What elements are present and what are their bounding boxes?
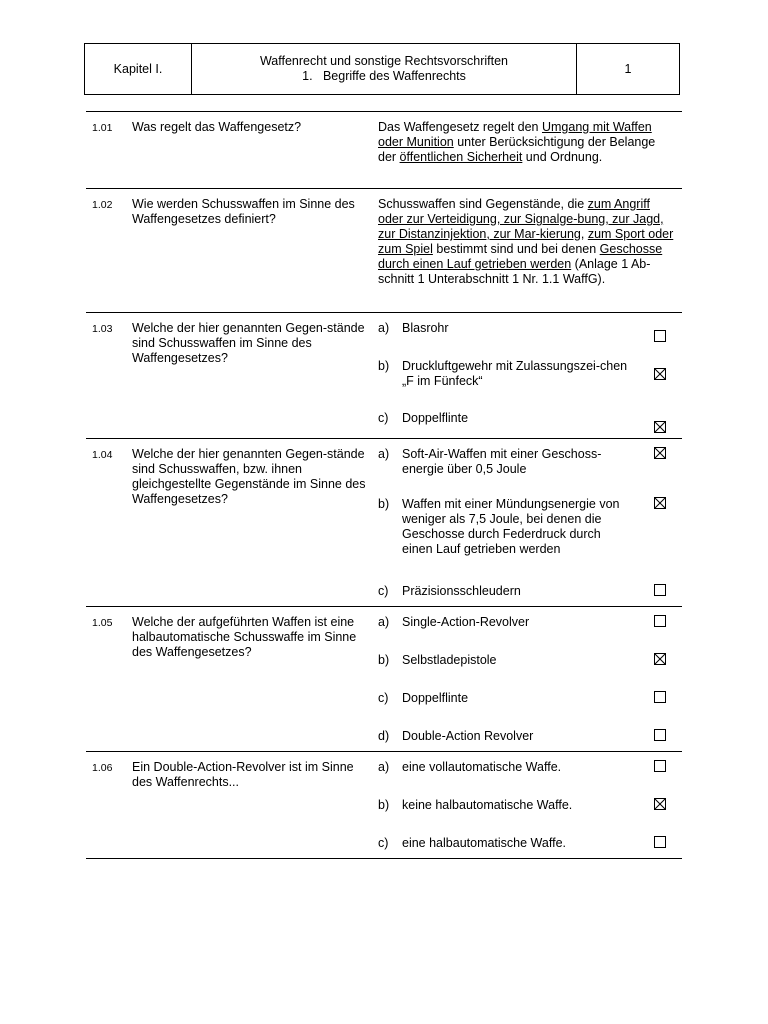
question-text: Wie werden Schusswaffen im Sinne des Waffengesetzes definiert? bbox=[132, 197, 355, 226]
question-number: 1.05 bbox=[92, 617, 113, 629]
question-text: Welche der hier genannten Gegen-stände sind Schusswaffen im Sinne des Waffengesetzes? bbox=[132, 321, 365, 365]
answer-segment: (Anlage 1 Ab-schnitt 1 Unterabschnitt 1 Nr. 1.1 WaffG). bbox=[378, 257, 651, 286]
question-row bbox=[86, 607, 682, 752]
underlined-term: öffentlichen Sicherheit bbox=[399, 150, 523, 164]
page-number: 1 bbox=[624, 61, 632, 76]
question-row bbox=[86, 189, 682, 313]
option-label: b) bbox=[378, 653, 390, 667]
option-label: b) bbox=[378, 497, 390, 511]
question-number: 1.04 bbox=[92, 449, 113, 461]
option-label: d) bbox=[378, 729, 390, 743]
option-text: Druckluftgewehr mit Zulassungszei-chen „F im Fünfeck“ bbox=[402, 359, 628, 388]
question-number: 1.03 bbox=[92, 323, 113, 335]
option-text: Blasrohr bbox=[402, 321, 449, 335]
question-text: Ein Double-Action-Revolver ist im Sinne des Waffenrechts... bbox=[132, 760, 354, 789]
underlined-term: zum Sport oder zum Spiel bbox=[378, 227, 674, 256]
option-text: eine halbautomatische Waffe. bbox=[402, 836, 566, 850]
cross-mark-icon bbox=[655, 799, 665, 809]
option-checkbox[interactable] bbox=[654, 798, 666, 810]
option-label: c) bbox=[378, 691, 389, 705]
option-checkbox[interactable] bbox=[654, 653, 666, 665]
option-label: c) bbox=[378, 411, 389, 425]
option-text: keine halbautomatische Waffe. bbox=[402, 798, 573, 812]
question-row bbox=[86, 752, 682, 859]
option-checkbox[interactable] bbox=[654, 368, 666, 380]
question-table bbox=[86, 111, 682, 859]
underlined-term: zum Angriff oder zur Verteidigung, zur Signalge-bung, zur Jagd, zur Distanzinjektion, zur Mar-kierung bbox=[378, 197, 664, 241]
option-checkbox[interactable] bbox=[654, 421, 666, 433]
cross-mark-icon bbox=[655, 448, 665, 458]
option-label: c) bbox=[378, 584, 389, 598]
answer-segment: bestimmt sind und bei denen bbox=[432, 242, 600, 256]
cross-mark-icon bbox=[655, 654, 665, 664]
question-row bbox=[86, 112, 682, 189]
answer-text bbox=[378, 197, 674, 287]
option-text: Präzisionsschleudern bbox=[402, 584, 521, 598]
answer-segment: Das Waffengesetz regelt den bbox=[378, 120, 542, 134]
question-text: Welche der hier genannten Gegen-stände sind Schusswaffen, bzw. ihnen gleichgestellte Gegenstände im Sinne des Waffengesetzes? bbox=[132, 447, 366, 506]
option-checkbox[interactable] bbox=[654, 691, 666, 703]
option-text: Double-Action Revolver bbox=[402, 729, 534, 743]
option-checkbox[interactable] bbox=[654, 615, 666, 627]
chapter-title bbox=[192, 44, 577, 94]
answer-segment: , bbox=[580, 227, 588, 241]
answer-text bbox=[378, 120, 674, 165]
chapter-title-line2: 1. Begriffe des Waffenrechts bbox=[302, 69, 466, 83]
cross-mark-icon bbox=[655, 422, 665, 432]
option-label: a) bbox=[378, 760, 390, 774]
option-checkbox[interactable] bbox=[654, 729, 666, 741]
underlined-term: Geschosse durch einen Lauf getrieben werden bbox=[378, 242, 663, 271]
option-checkbox[interactable] bbox=[654, 760, 666, 772]
question-number: 1.06 bbox=[92, 762, 113, 774]
option-label: a) bbox=[378, 321, 390, 335]
option-label: b) bbox=[378, 798, 390, 812]
option-checkbox[interactable] bbox=[654, 330, 666, 342]
question-text: Welche der aufgeführten Waffen ist eine halbautomatische Schusswaffe im Sinne des Waffengesetzes? bbox=[132, 615, 357, 659]
option-text: Single-Action-Revolver bbox=[402, 615, 530, 629]
option-text: Soft-Air-Waffen mit einer Geschoss-energie über 0,5 Joule bbox=[402, 447, 602, 476]
question-number: 1.01 bbox=[92, 122, 113, 134]
option-checkbox[interactable] bbox=[654, 497, 666, 509]
question-number: 1.02 bbox=[92, 199, 113, 211]
option-text: Doppelflinte bbox=[402, 691, 469, 705]
question-row bbox=[86, 313, 682, 439]
option-checkbox[interactable] bbox=[654, 836, 666, 848]
answer-segment: unter Berücksichtigung der Belange der bbox=[378, 135, 656, 164]
option-label: b) bbox=[378, 359, 390, 373]
option-text: Selbstladepistole bbox=[402, 653, 497, 667]
option-label: c) bbox=[378, 836, 389, 850]
option-checkbox[interactable] bbox=[654, 447, 666, 459]
chapter-title-line1: Waffenrecht und sonstige Rechtsvorschriften bbox=[259, 54, 509, 68]
option-checkbox[interactable] bbox=[654, 584, 666, 596]
option-label: a) bbox=[378, 615, 390, 629]
option-text: Waffen mit einer Mündungsenergie von weniger als 7,5 Joule, bei denen die Geschosse durch Federdruck durch einen Lauf getrieben werden bbox=[402, 497, 620, 556]
answer-segment: Schusswaffen sind Gegenstände, die bbox=[378, 197, 588, 211]
option-label: a) bbox=[378, 447, 390, 461]
cross-mark-icon bbox=[655, 369, 665, 379]
cross-mark-icon bbox=[655, 498, 665, 508]
option-text: Doppelflinte bbox=[402, 411, 469, 425]
option-text: eine vollautomatische Waffe. bbox=[402, 760, 562, 774]
answer-segment: und Ordnung. bbox=[522, 150, 603, 164]
underlined-term: Umgang mit Waffen oder Munition bbox=[378, 120, 652, 149]
chapter-label: Kapitel I. bbox=[85, 44, 192, 94]
question-row bbox=[86, 439, 682, 607]
question-text: Was regelt das Waffengesetz? bbox=[132, 120, 302, 134]
chapter-header bbox=[84, 43, 680, 95]
